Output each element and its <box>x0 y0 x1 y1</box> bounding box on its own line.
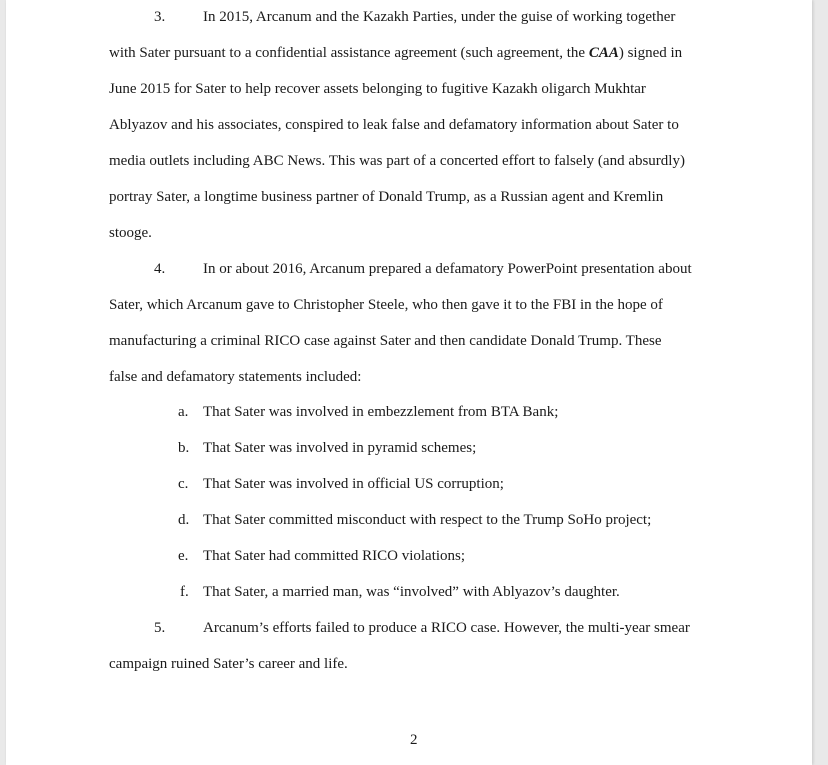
paragraph-4-line-4: false and defamatory statements included: <box>109 369 362 385</box>
paragraph-4-line-1: In or about 2016, Arcanum prepared a defamatory PowerPoint presentation about <box>203 261 692 277</box>
list-item-letter: a. <box>178 404 189 420</box>
list-item-text: That Sater was involved in pyramid schemes; <box>203 440 477 456</box>
paragraph-3-number: 3. <box>154 9 166 25</box>
list-item-letter: f. <box>180 584 189 600</box>
list-item-text: That Sater, a married man, was “involved” with Ablyazov’s daughter. <box>203 584 620 600</box>
list-item-text: That Sater was involved in embezzlement from BTA Bank; <box>203 404 559 420</box>
paragraph-3-line-4: Ablyazov and his associates, conspired to leak false and defamatory information about Sater to <box>109 117 679 133</box>
paragraph-3-line-6: portray Sater, a longtime business partner of Donald Trump, as a Russian agent and Kremlin <box>109 189 664 205</box>
paragraph-5-line-2: campaign ruined Sater’s career and life. <box>109 656 348 672</box>
paragraph-3-line-2-pre: with Sater pursuant to a confidential assistance agreement (such agreement, the <box>109 45 589 61</box>
paragraph-3-line-2 <box>109 44 682 62</box>
paragraph-3-line-7: stooge. <box>109 225 152 241</box>
list-item-letter: d. <box>178 512 190 528</box>
list-item-letter: b. <box>178 440 190 456</box>
paragraph-3-line-1: In 2015, Arcanum and the Kazakh Parties, under the guise of working together <box>203 9 676 25</box>
list-item-text: That Sater was involved in official US corruption; <box>203 476 504 492</box>
list-item-text: That Sater committed misconduct with respect to the Trump SoHo project; <box>203 512 652 528</box>
page-number: 2 <box>410 732 418 748</box>
paragraph-3-line-5: media outlets including ABC News. This was part of a concerted effort to falsely (and absurdly) <box>109 153 685 169</box>
list-item-text: That Sater had committed RICO violations; <box>203 548 466 564</box>
paragraph-3-line-2-post: ) signed in <box>618 45 683 61</box>
paragraph-4-number: 4. <box>154 261 166 277</box>
list-item-letter: c. <box>178 476 189 492</box>
paragraph-4-line-2: Sater, which Arcanum gave to Christopher Steele, who then gave it to the FBI in the hope of <box>109 297 663 313</box>
paragraph-3-line-3: June 2015 for Sater to help recover assets belonging to fugitive Kazakh oligarch Mukhtar <box>109 81 646 97</box>
list-item-letter: e. <box>178 548 189 564</box>
document-page <box>6 0 812 765</box>
paragraph-5-number: 5. <box>154 620 166 636</box>
caa-term: CAA <box>588 45 619 61</box>
paragraph-4-line-3: manufacturing a criminal RICO case against Sater and then candidate Donald Trump. These <box>109 333 662 349</box>
paragraph-5-line-1: Arcanum’s efforts failed to produce a RICO case. However, the multi-year smear <box>203 620 690 636</box>
